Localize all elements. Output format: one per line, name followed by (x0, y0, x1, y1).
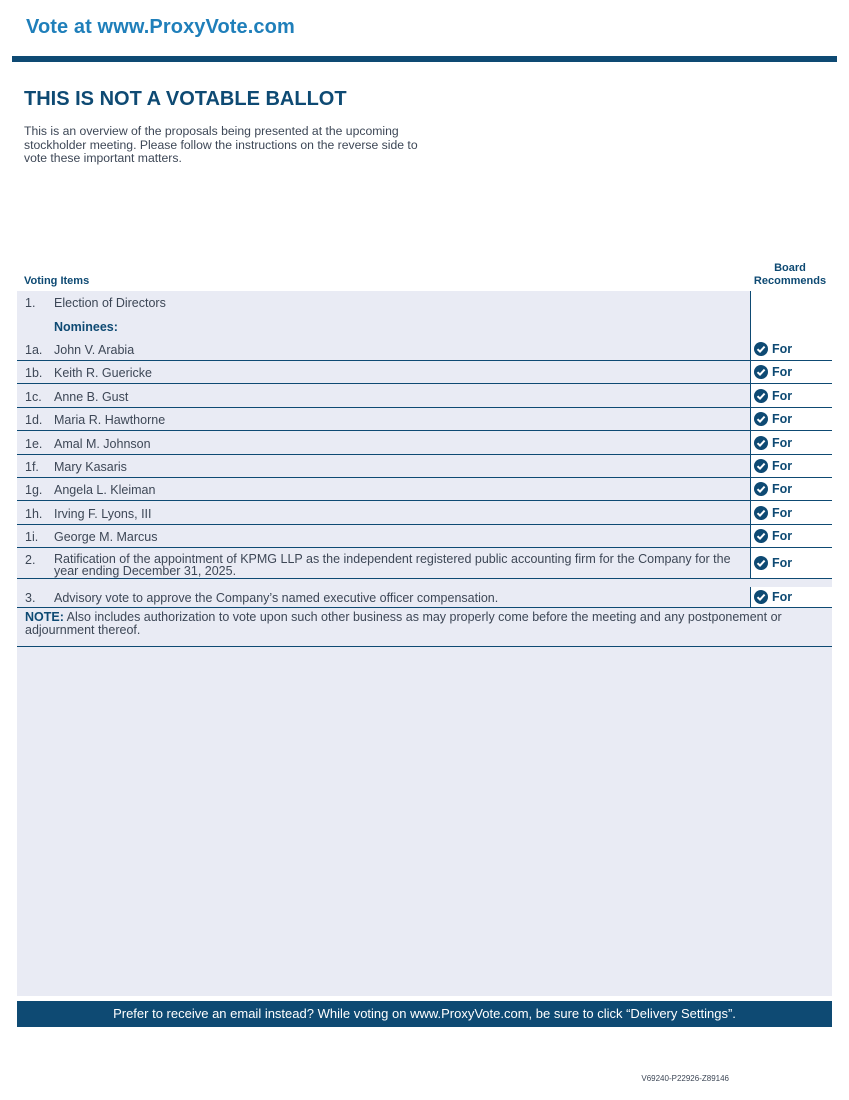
table-row (17, 338, 832, 361)
recommend-cell (750, 548, 833, 578)
recommend-cell (750, 431, 833, 454)
nominees-label: Nominees: (54, 320, 118, 334)
recommend-label: For (772, 482, 793, 496)
nominee-name: Irving F. Lyons, III (54, 507, 152, 521)
recommend-cell (750, 338, 833, 360)
check-circle-icon (754, 436, 768, 450)
nominee-name: Keith R. Guericke (54, 366, 152, 380)
recommend-cell (750, 291, 833, 314)
proposal-label: Advisory vote to approve the Company’s named executive officer compensation. (54, 591, 499, 605)
table-row (17, 478, 832, 501)
nominee-name: Anne B. Gust (54, 390, 129, 404)
nominee-name: Maria R. Hawthorne (54, 413, 166, 427)
nominee-name: Amal M. Johnson (54, 437, 151, 451)
vote-url-heading: Vote at www.ProxyVote.com (26, 16, 295, 38)
voting-items-header: Voting Items (24, 275, 90, 287)
check-circle-icon (754, 529, 768, 543)
item-number: 1g. (25, 483, 43, 497)
item-number: 3. (25, 591, 36, 605)
recommend-label: For (772, 590, 793, 604)
check-circle-icon (754, 556, 768, 570)
item-number: 1i. (25, 530, 39, 544)
item-label: Election of Directors (54, 296, 166, 310)
check-circle-icon (754, 482, 768, 496)
recommend-cell (750, 587, 833, 607)
recommend-label: For (772, 529, 793, 543)
table-row (17, 501, 832, 525)
nominee-name: John V. Arabia (54, 343, 135, 357)
recommend-cell (750, 361, 833, 383)
document-code: V69240-P22926-Z89146 (641, 1074, 729, 1083)
recommend-label: For (772, 388, 793, 403)
check-circle-icon (754, 389, 768, 403)
item-number: 1c. (25, 390, 42, 404)
nominee-name: Mary Kasaris (54, 460, 127, 474)
recommend-cell (750, 501, 833, 524)
recommend-cell (750, 455, 833, 477)
table-row (17, 587, 832, 608)
item-number: 1b. (25, 366, 43, 380)
check-circle-icon (754, 412, 768, 426)
recommend-cell (750, 384, 833, 407)
item-number: 1h. (25, 507, 43, 521)
table-row (17, 548, 832, 579)
table-row (17, 361, 832, 384)
table-row (17, 314, 832, 338)
table-row (17, 408, 832, 431)
email-delivery-banner: Prefer to receive an email instead? While voting on www.ProxyVote.com, be sure to click “Delivery Settings”. (17, 1001, 832, 1027)
nominee-name: George M. Marcus (54, 530, 158, 544)
table-row (17, 431, 832, 455)
check-circle-icon (754, 365, 768, 379)
recommend-label: For (772, 459, 793, 473)
table-row (17, 525, 832, 548)
check-circle-icon (754, 342, 768, 356)
recommend-label: For (772, 435, 793, 450)
page-title: THIS IS NOT A VOTABLE BALLOT (24, 88, 347, 110)
board-header-line2: Recommends (753, 275, 827, 287)
board-recommends-header (748, 262, 832, 288)
proposal-label: Ratification of the appointment of KPMG LLP as the independent registered public accounting firm for the Company for the year ending December 31, 2025. (54, 552, 731, 578)
note-label: NOTE: (25, 610, 64, 624)
item-number: 1. (25, 296, 36, 310)
check-circle-icon (754, 459, 768, 473)
recommend-label: For (772, 342, 793, 356)
item-number: 1a. (25, 343, 43, 357)
table-row (17, 291, 832, 314)
check-circle-icon (754, 590, 768, 604)
item-number: 1f. (25, 460, 39, 474)
intro-text: This is an overview of the proposals being presented at the upcoming stockholder meeting. Please follow the instructions on the reverse side to vote these important matters. (24, 124, 418, 165)
table-row (17, 455, 832, 478)
recommend-cell (750, 314, 833, 338)
item-number: 1d. (25, 413, 43, 427)
recommend-label: For (772, 556, 793, 570)
recommend-cell (750, 408, 833, 430)
recommend-label: For (772, 505, 793, 520)
nominee-name: Angela L. Kleiman (54, 483, 156, 497)
recommend-cell (750, 478, 833, 500)
table-row (17, 384, 832, 408)
recommend-label: For (772, 365, 793, 379)
check-circle-icon (754, 506, 768, 520)
top-divider (12, 56, 837, 62)
note-text (17, 611, 832, 636)
board-header-line1: Board (774, 262, 806, 274)
note-divider (17, 646, 832, 647)
recommend-cell (750, 525, 833, 547)
item-number: 1e. (25, 437, 43, 451)
note-body: Also includes authorization to vote upon such other business as may properly come before the meeting and any postponement or adjournment thereof. (25, 610, 782, 637)
item-number: 2. (25, 553, 36, 567)
recommend-label: For (772, 412, 793, 426)
